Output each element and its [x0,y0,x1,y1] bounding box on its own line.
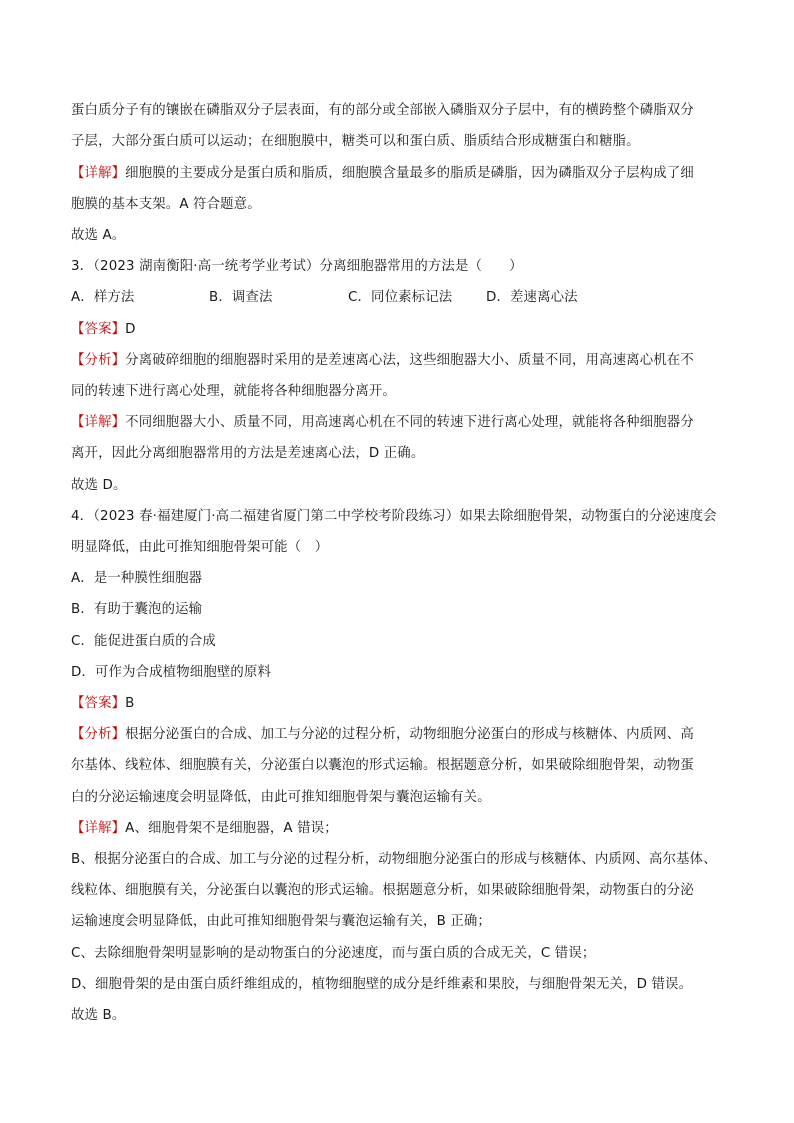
q4-choice: 故选 B。 [71,1008,126,1023]
q3-option-a: A．样方法 [71,290,135,305]
detail-tag: 【详解】 [71,415,126,430]
q4-option-a: A．是一种膜性细胞器 [71,571,203,586]
q4-answer: 【答案】B [71,696,135,711]
q4-option-d: D．可作为合成植物细胞壁的原料 [71,665,272,680]
q4-stem-line: 4．（2023 春·福建厦门·高二福建省厦门第二中学校考阶段练习）如果去除细胞骨架，动物蛋白的分泌速度会 [71,509,717,524]
q3-option-d: D．差速离心法 [486,290,578,305]
q4-stem-line: 明显降低，由此可推知细胞骨架可能（ ） [71,540,329,555]
q3-stem: 3．（2023 湖南衡阳·高一统考学业考试）分离细胞器常用的方法是（ ） [71,259,523,274]
detail-tag: 【详解】 [71,821,126,836]
q4-detail-b-line: 运输速度会明显降低，由此可推知细胞骨架与囊泡运输有关，B 正确； [71,914,491,929]
q2-choice: 故选 A。 [71,228,126,243]
q4-detail-c: C、去除细胞骨架明显影响的是动物蛋白的分泌速度，而与蛋白质的合成无关，C 错误； [71,946,596,961]
answer-tag: 【答案】 [71,322,126,337]
q3-detail-line: 【详解】不同细胞器大小、质量不同，用高速离心机在不同的转速下进行离心处理，就能将各种细胞器分 [71,415,694,430]
analysis-tag: 【分析】 [71,353,126,368]
q3-choice: 故选 D。 [71,478,127,493]
answer-tag: 【答案】 [71,696,126,711]
q4-detail-b-line: B、根据分泌蛋白的合成、加工与分泌的过程分析，动物细胞分泌蛋白的形成与核糖体、内质网、高尔基体、 [71,852,717,867]
q4-detail-d: D、细胞骨架的是由蛋白质纤维组成的，植物细胞壁的成分是纤维素和果胶，与细胞骨架无关，D 错误。 [71,977,693,992]
q3-answer: 【答案】D [71,322,136,337]
analysis-tag: 【分析】 [71,727,126,742]
q4-analysis-line: 白的分泌运输速度会明显降低，由此可推知细胞骨架与囊泡运输有关。 [71,790,491,805]
q4-option-c: C．能促进蛋白质的合成 [71,634,216,649]
paragraph-line: 蛋白质分子有的镶嵌在磷脂双分子层表面，有的部分或全部嵌入磷脂双分子层中，有的横跨整个磷脂双分 [71,103,694,118]
q3-detail-line: 离开，因此分离细胞器常用的方法是差速离心法，D 正确。 [71,446,425,461]
q3-option-c: C．同位素标记法 [348,290,453,305]
q2-detail-line: 【详解】细胞膜的主要成分是蛋白质和脂质，细胞膜含量最多的脂质是磷脂，因为磷脂双分子层构成了细 [71,166,694,181]
q4-analysis-line: 尔基体、线粒体、细胞膜有关，分泌蛋白以囊泡的形式运输。根据题意分析，如果破除细胞骨架，动物蛋 [71,758,694,773]
q3-analysis-line: 同的转速下进行离心处理，就能将各种细胞器分离开。 [71,384,396,399]
detail-tag: 【详解】 [71,166,126,181]
q4-detail-a: 【详解】A、细胞骨架不是细胞器，A 错误； [71,821,338,836]
q4-analysis-line: 【分析】根据分泌蛋白的合成、加工与分泌的过程分析，动物细胞分泌蛋白的形成与核糖体、内质网、高 [71,727,694,742]
q3-analysis-line: 【分析】分离破碎细胞的细胞器时采用的是差速离心法，这些细胞器大小、质量不同，用高速离心机在不 [71,353,694,368]
q4-option-b: B．有助于囊泡的运输 [71,602,203,617]
q4-detail-b-line: 线粒体、细胞膜有关，分泌蛋白以囊泡的形式运输。根据题意分析，如果破除细胞骨架，动物蛋白的分泌 [71,883,694,898]
q3-option-b: B．调查法 [209,290,273,305]
q2-detail-line: 胞膜的基本支架。A 符合题意。 [71,197,261,212]
paragraph-line: 子层，大部分蛋白质可以运动；在细胞膜中，糖类可以和蛋白质、脂质结合形成糖蛋白和糖脂。 [71,134,640,149]
